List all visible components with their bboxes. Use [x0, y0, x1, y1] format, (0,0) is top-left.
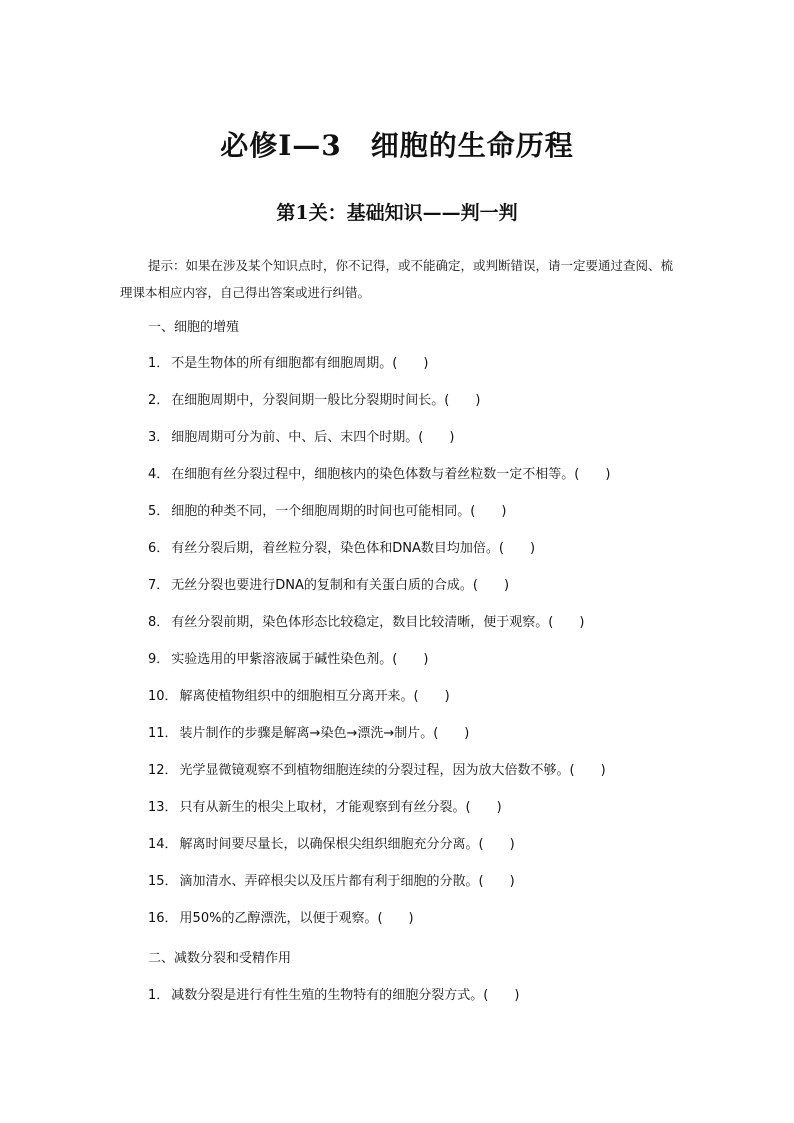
question-number: 3． — [148, 430, 170, 445]
question-text: 光学显微镜观察不到植物细胞连续的分裂过程，因为放大倍数不够。( ) — [179, 763, 606, 778]
question-text: 不是生物体的所有细胞都有细胞周期。( ) — [171, 356, 429, 371]
question-item — [148, 389, 480, 408]
page-subtitle: 第1关：基础知识——判一判 — [276, 202, 518, 224]
question-text: 装片制作的步骤是解离→染色→漂洗→制片。( ) — [179, 726, 470, 741]
question-number: 15． — [148, 874, 178, 889]
question-number: 14． — [148, 837, 178, 852]
question-item — [148, 796, 502, 815]
question-text: 解离使植物组织中的细胞相互分离开来。( ) — [179, 689, 450, 704]
question-text: 解离时间要尽量长，以确保根尖组织细胞充分分离。( ) — [179, 837, 515, 852]
question-item — [148, 352, 428, 371]
question-item — [148, 611, 584, 630]
page-title: 必修Ⅰ—3 细胞的生命历程 — [220, 129, 574, 162]
question-item — [148, 463, 610, 482]
section-title: 二、减数分裂和受精作用 — [148, 951, 292, 966]
question-text: 实验选用的甲紫溶液属于碱性染色剂。( ) — [171, 652, 429, 667]
question-item — [148, 907, 414, 926]
question-number: 1． — [148, 356, 170, 371]
question-number: 2． — [148, 393, 170, 408]
question-item — [148, 759, 606, 778]
section-title: 一、细胞的增殖 — [148, 320, 240, 335]
question-text: 滴加清水、弄碎根尖以及压片都有利于细胞的分散。( ) — [179, 874, 515, 889]
question-number: 7． — [148, 578, 170, 593]
question-number: 4． — [148, 467, 170, 482]
question-item — [148, 833, 515, 852]
question-item — [148, 685, 450, 704]
question-text: 在细胞周期中，分裂间期一般比分裂期时间长。( ) — [171, 393, 481, 408]
question-text: 减数分裂是进行有性生殖的生物特有的细胞分裂方式。( ) — [171, 988, 520, 1003]
question-number: 5． — [148, 504, 170, 519]
question-text: 细胞的种类不同，一个细胞周期的时间也可能相同。( ) — [171, 504, 507, 519]
question-item — [148, 648, 428, 667]
question-text: 有丝分裂前期，染色体形态比较稳定，数目比较清晰，便于观察。( ) — [171, 615, 585, 630]
question-item — [148, 537, 535, 556]
question-number: 1． — [148, 988, 170, 1003]
question-text: 细胞周期可分为前、中、后、末四个时期。( ) — [171, 430, 455, 445]
question-number: 8． — [148, 615, 170, 630]
question-number: 11． — [148, 726, 178, 741]
question-item — [148, 426, 454, 445]
question-number: 16． — [148, 911, 178, 926]
question-text: 只有从新生的根尖上取材，才能观察到有丝分裂。( ) — [179, 800, 502, 815]
question-number: 12． — [148, 763, 178, 778]
question-text: 无丝分裂也要进行DNA的复制和有关蛋白质的合成。( ) — [171, 578, 510, 593]
question-item — [148, 722, 469, 741]
question-number: 13． — [148, 800, 178, 815]
question-text: 有丝分裂后期，着丝粒分裂，染色体和DNA数目均加倍。( ) — [171, 541, 536, 556]
question-text: 在细胞有丝分裂过程中，细胞核内的染色体数与着丝粒数一定不相等。( ) — [171, 467, 611, 482]
question-item — [148, 574, 509, 593]
hint-paragraph: 提示：如果在涉及某个知识点时，你不记得，或不能确定，或判断错误，请一定要通过查阅、梳理课本相应内容，自己得出答案或进行纠错。 — [120, 258, 674, 300]
question-item — [148, 984, 519, 1003]
question-text: 用50%的乙醇漂洗，以便于观察。( ) — [179, 911, 414, 926]
question-number: 10． — [148, 689, 178, 704]
question-item — [148, 870, 515, 889]
question-number: 9． — [148, 652, 170, 667]
question-item — [148, 500, 506, 519]
question-number: 6． — [148, 541, 170, 556]
